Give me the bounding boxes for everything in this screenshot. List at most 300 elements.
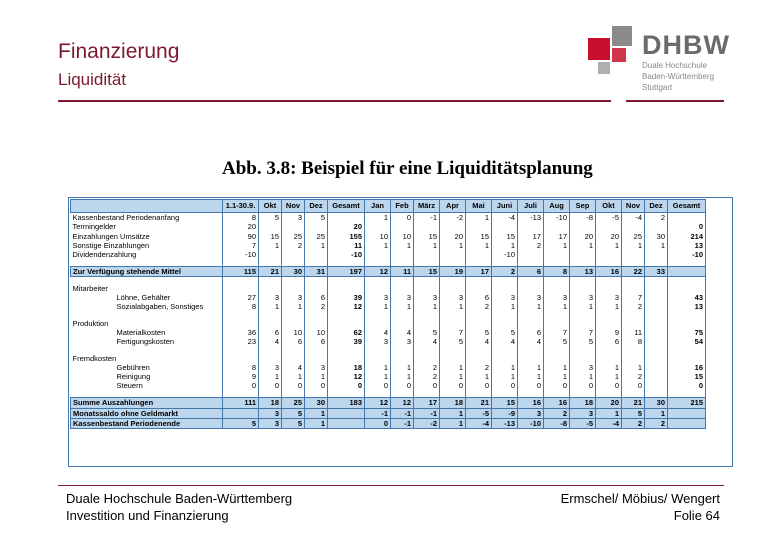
logo-subtitle: Duale Hochschule Baden-Württemberg Stuttgart [642, 61, 715, 92]
row-label: Zur Verfügung stehende Mittel [71, 266, 223, 276]
table-cell: 1 [440, 372, 466, 381]
spacer-cell [365, 347, 391, 354]
table-cell: 2 [466, 363, 492, 372]
table-cell: 3 [440, 293, 466, 302]
table-cell: 11 [391, 266, 414, 276]
table-cell [668, 418, 706, 428]
table-row [71, 354, 706, 363]
spacer-cell [282, 391, 305, 398]
spacer-cell [328, 277, 365, 284]
table-cell: 20 [440, 232, 466, 241]
table-cell [259, 250, 282, 259]
table-header-row [71, 200, 706, 213]
table-cell: 1 [492, 241, 518, 250]
table-cell: 25 [282, 398, 305, 408]
spacer-cell [466, 259, 492, 266]
table-cell: 8 [544, 266, 570, 276]
table-cell [645, 302, 668, 311]
table-cell: 18 [440, 398, 466, 408]
table-cell [596, 222, 622, 231]
spacer-cell [466, 347, 492, 354]
spacer-cell [668, 391, 706, 398]
table-cell: 20 [596, 232, 622, 241]
table-cell [645, 363, 668, 372]
table-cell [492, 354, 518, 363]
table-cell [466, 222, 492, 231]
table-cell: -8 [544, 418, 570, 428]
table-cell: 0 [622, 381, 645, 390]
table-cell: 20 [570, 232, 596, 241]
spacer-row [71, 259, 706, 266]
spacer-row [71, 312, 706, 319]
table-cell: 7 [223, 241, 259, 250]
table-cell [282, 222, 305, 231]
table-cell: 7 [440, 328, 466, 337]
table-cell: -1 [414, 408, 440, 418]
table-cell [223, 408, 259, 418]
footer-left [66, 490, 292, 524]
table-cell [645, 293, 668, 302]
spacer-cell [544, 312, 570, 319]
spacer-cell [668, 277, 706, 284]
table-cell: 17 [466, 266, 492, 276]
table-cell: 2 [518, 241, 544, 250]
spacer-cell [570, 347, 596, 354]
spacer-row [71, 391, 706, 398]
table-cell: 1 [259, 302, 282, 311]
table-row [71, 381, 706, 390]
table-cell [414, 284, 440, 293]
table-cell [645, 337, 668, 346]
table-cell [223, 284, 259, 293]
table-cell: 3 [259, 408, 282, 418]
table-cell: 0 [544, 381, 570, 390]
spacer-cell [365, 312, 391, 319]
table-cell: 3 [282, 213, 305, 223]
spacer-cell [440, 312, 466, 319]
table-cell [391, 284, 414, 293]
table-cell: 0 [440, 381, 466, 390]
table-cell: 0 [668, 381, 706, 390]
table-cell: -4 [492, 213, 518, 223]
spacer-cell [440, 391, 466, 398]
table-cell: -1 [414, 213, 440, 223]
table-cell: 18 [328, 363, 365, 372]
table-cell [440, 250, 466, 259]
table-cell: 39 [328, 337, 365, 346]
spacer-cell [596, 277, 622, 284]
table-cell: 5 [466, 328, 492, 337]
table-cell [645, 354, 668, 363]
table-cell: 1 [414, 241, 440, 250]
table-cell: 3 [259, 363, 282, 372]
table-cell: 12 [391, 398, 414, 408]
table-cell: 43 [668, 293, 706, 302]
table-cell [544, 354, 570, 363]
table-row [71, 241, 706, 250]
column-header: Feb [391, 200, 414, 213]
table-cell [365, 222, 391, 231]
table-cell: 1 [544, 372, 570, 381]
table-cell: 0 [328, 381, 365, 390]
table-cell [305, 319, 328, 328]
spacer-cell [622, 312, 645, 319]
table-cell: 21 [622, 398, 645, 408]
table-cell: 1 [518, 372, 544, 381]
table-cell: 1 [440, 418, 466, 428]
table-cell: 1 [259, 372, 282, 381]
table-cell: 0 [391, 213, 414, 223]
column-header: Nov [622, 200, 645, 213]
table-cell: 16 [518, 398, 544, 408]
spacer-cell [645, 391, 668, 398]
table-cell: 2 [645, 213, 668, 223]
table-cell [518, 284, 544, 293]
footer-right [561, 490, 720, 524]
row-label: Löhne, Gehälter [71, 293, 223, 302]
row-label: Fertigungskosten [71, 337, 223, 346]
table-cell: 15 [414, 232, 440, 241]
spacer-cell [365, 259, 391, 266]
spacer-cell [414, 259, 440, 266]
spacer-cell [622, 277, 645, 284]
table-cell: 33 [645, 266, 668, 276]
table-cell [259, 284, 282, 293]
table-cell: 3 [570, 408, 596, 418]
row-label: Produktion [71, 319, 223, 328]
spacer-cell [570, 259, 596, 266]
table-cell: 3 [518, 408, 544, 418]
table-cell: 11 [328, 241, 365, 250]
table-cell: 0 [518, 381, 544, 390]
table-cell: 1 [570, 372, 596, 381]
table-cell: 214 [668, 232, 706, 241]
spacer-row [71, 277, 706, 284]
spacer-cell [518, 259, 544, 266]
table-cell: 10 [305, 328, 328, 337]
spacer-cell [391, 391, 414, 398]
spacer-cell [668, 259, 706, 266]
column-header: Mai [466, 200, 492, 213]
table-cell: 1 [570, 241, 596, 250]
table-cell: 2 [305, 302, 328, 311]
table-row [71, 372, 706, 381]
table-cell: 62 [328, 328, 365, 337]
table-cell: 0 [596, 381, 622, 390]
spacer-cell [645, 277, 668, 284]
table-cell: -8 [570, 213, 596, 223]
table-cell [645, 319, 668, 328]
footer-slide-number: Folie 64 [673, 508, 720, 523]
row-label: Materialkosten [71, 328, 223, 337]
table-cell: 0 [365, 418, 391, 428]
spacer-cell [259, 391, 282, 398]
column-header: Juli [518, 200, 544, 213]
table-cell: 1 [282, 302, 305, 311]
table-cell: 30 [282, 266, 305, 276]
table-cell: 3 [259, 293, 282, 302]
table-cell: 15 [492, 398, 518, 408]
table-cell: 20 [223, 222, 259, 231]
table-cell: -5 [466, 408, 492, 418]
table-cell: 1 [414, 302, 440, 311]
table-cell: 4 [466, 337, 492, 346]
table-cell: -1 [391, 418, 414, 428]
table-cell: -4 [466, 418, 492, 428]
table-cell [440, 319, 466, 328]
spacer-cell [596, 259, 622, 266]
table-cell: 183 [328, 398, 365, 408]
table-cell: 1 [282, 372, 305, 381]
table-cell [365, 354, 391, 363]
spacer-cell [570, 312, 596, 319]
table-cell: -5 [596, 213, 622, 223]
table-cell [282, 284, 305, 293]
spacer-cell [414, 277, 440, 284]
spacer-cell [414, 347, 440, 354]
table-cell: 17 [544, 232, 570, 241]
liquidity-table [70, 199, 706, 429]
table-cell: 1 [365, 213, 391, 223]
table-cell [305, 284, 328, 293]
spacer-cell [440, 347, 466, 354]
table-cell: 12 [328, 302, 365, 311]
table-row [71, 398, 706, 408]
spacer-cell [622, 391, 645, 398]
table-cell [668, 284, 706, 293]
table-cell: 7 [544, 328, 570, 337]
spacer-cell [328, 391, 365, 398]
table-cell: 0 [570, 381, 596, 390]
table-cell: 30 [305, 398, 328, 408]
table-cell: 0 [668, 222, 706, 231]
table-cell: 11 [622, 328, 645, 337]
table-cell: -9 [492, 408, 518, 418]
table-cell: 4 [518, 337, 544, 346]
table-cell: 21 [259, 266, 282, 276]
table-cell [328, 418, 365, 428]
spacer-cell [440, 277, 466, 284]
spacer-cell [570, 391, 596, 398]
table-cell: 6 [518, 328, 544, 337]
table-cell: 4 [282, 363, 305, 372]
table-cell: -1 [365, 408, 391, 418]
table-cell: 18 [259, 398, 282, 408]
table-cell: 1 [440, 241, 466, 250]
table-cell: 4 [414, 337, 440, 346]
table-cell: 2 [544, 408, 570, 418]
column-header: Juni [492, 200, 518, 213]
table-cell [328, 354, 365, 363]
spacer-cell [518, 391, 544, 398]
table-cell: 6 [596, 337, 622, 346]
spacer-cell [414, 312, 440, 319]
footer-course: Investition und Finanzierung [66, 508, 229, 523]
spacer-cell [466, 277, 492, 284]
table-cell: 3 [596, 293, 622, 302]
table-cell [645, 284, 668, 293]
spacer-cell [328, 347, 365, 354]
table-cell [466, 284, 492, 293]
table-cell [440, 222, 466, 231]
table-cell: 2 [622, 418, 645, 428]
spacer-cell [596, 347, 622, 354]
table-cell: -4 [622, 213, 645, 223]
table-cell: 10 [365, 232, 391, 241]
table-cell [518, 250, 544, 259]
table-cell: 13 [668, 241, 706, 250]
table-row [71, 337, 706, 346]
table-cell: 111 [223, 398, 259, 408]
table-cell: 1 [391, 302, 414, 311]
spacer-cell [668, 312, 706, 319]
table-cell: 36 [223, 328, 259, 337]
table-cell: 1 [391, 241, 414, 250]
logo-wordmark: DHBW [642, 30, 730, 60]
table-cell: 2 [414, 372, 440, 381]
table-cell [645, 372, 668, 381]
table-cell: 1 [466, 372, 492, 381]
table-cell [328, 319, 365, 328]
spacer-cell [492, 312, 518, 319]
table-cell [259, 354, 282, 363]
table-cell [440, 284, 466, 293]
spacer-cell [391, 277, 414, 284]
table-cell [365, 250, 391, 259]
table-cell: -4 [596, 418, 622, 428]
table-cell: 2 [414, 363, 440, 372]
table-cell: 1 [596, 363, 622, 372]
table-cell [622, 354, 645, 363]
table-cell: 5 [440, 337, 466, 346]
spacer-cell [223, 347, 259, 354]
table-cell: 8 [622, 337, 645, 346]
table-cell [466, 319, 492, 328]
column-header: Gesamt [668, 200, 706, 213]
table-cell: 0 [223, 381, 259, 390]
table-cell [645, 222, 668, 231]
table-cell [544, 319, 570, 328]
row-label: Mitarbeiter [71, 284, 223, 293]
table-cell: 3 [544, 293, 570, 302]
table-cell: 3 [570, 293, 596, 302]
table-row [71, 328, 706, 337]
spacer-cell [518, 347, 544, 354]
table-cell: -10 [518, 418, 544, 428]
table-cell [570, 222, 596, 231]
spacer-cell [544, 391, 570, 398]
table-cell: 5 [622, 408, 645, 418]
table-cell: 1 [365, 241, 391, 250]
table-cell: 1 [305, 241, 328, 250]
table-cell: 17 [414, 398, 440, 408]
table-cell: 0 [391, 381, 414, 390]
spacer-cell [645, 312, 668, 319]
table-cell: -10 [544, 213, 570, 223]
table-cell: 1 [365, 372, 391, 381]
table-cell: 21 [466, 398, 492, 408]
table-cell: -10 [328, 250, 365, 259]
table-cell: 25 [622, 232, 645, 241]
spacer-cell [544, 347, 570, 354]
table-cell: 3 [259, 418, 282, 428]
table-cell: 1 [466, 241, 492, 250]
table-cell: 6 [259, 328, 282, 337]
spacer-cell [71, 391, 223, 398]
table-cell: 1 [305, 408, 328, 418]
table-cell: 3 [570, 363, 596, 372]
row-label: Reinigung [71, 372, 223, 381]
table-cell: 27 [223, 293, 259, 302]
table-cell: 4 [259, 337, 282, 346]
table-cell: -1 [391, 408, 414, 418]
table-cell: -2 [414, 418, 440, 428]
table-cell: 9 [596, 328, 622, 337]
table-cell: 18 [570, 398, 596, 408]
spacer-cell [365, 277, 391, 284]
table-cell [282, 354, 305, 363]
table-cell: 2 [622, 302, 645, 311]
spacer-cell [71, 259, 223, 266]
table-cell: 1 [305, 418, 328, 428]
table-cell: 0 [365, 381, 391, 390]
table-cell [622, 250, 645, 259]
spacer-cell [259, 347, 282, 354]
spacer-cell [414, 391, 440, 398]
table-cell [414, 222, 440, 231]
page-title: Finanzierung [58, 40, 180, 63]
table-cell [570, 284, 596, 293]
table-cell [414, 354, 440, 363]
column-header: Nov [282, 200, 305, 213]
spacer-cell [466, 391, 492, 398]
table-cell [223, 319, 259, 328]
table-cell: 12 [365, 266, 391, 276]
spacer-cell [492, 347, 518, 354]
table-cell [391, 319, 414, 328]
table-cell: 1 [440, 408, 466, 418]
dhbw-logo-icon [588, 24, 636, 74]
table-row [71, 319, 706, 328]
table-cell: 3 [492, 293, 518, 302]
spacer-cell [328, 312, 365, 319]
table-cell: 3 [365, 337, 391, 346]
table-cell: 5 [414, 328, 440, 337]
table-cell: 4 [492, 337, 518, 346]
spacer-cell [223, 312, 259, 319]
spacer-cell [544, 259, 570, 266]
spacer-cell [391, 312, 414, 319]
row-label: Sozialabgaben, Sonstiges [71, 302, 223, 311]
column-header: Dez [645, 200, 668, 213]
table-cell: 1 [492, 372, 518, 381]
table-cell [596, 319, 622, 328]
table-cell: 1 [596, 408, 622, 418]
table-cell: 7 [570, 328, 596, 337]
spacer-cell [391, 259, 414, 266]
table-cell: 3 [391, 293, 414, 302]
table-cell [668, 266, 706, 276]
table-cell: 19 [440, 266, 466, 276]
spacer-cell [544, 277, 570, 284]
table-cell [282, 250, 305, 259]
table-cell [518, 319, 544, 328]
table-cell: 54 [668, 337, 706, 346]
spacer-cell [305, 277, 328, 284]
table-cell [596, 250, 622, 259]
table-row [71, 408, 706, 418]
table-cell: 12 [328, 372, 365, 381]
